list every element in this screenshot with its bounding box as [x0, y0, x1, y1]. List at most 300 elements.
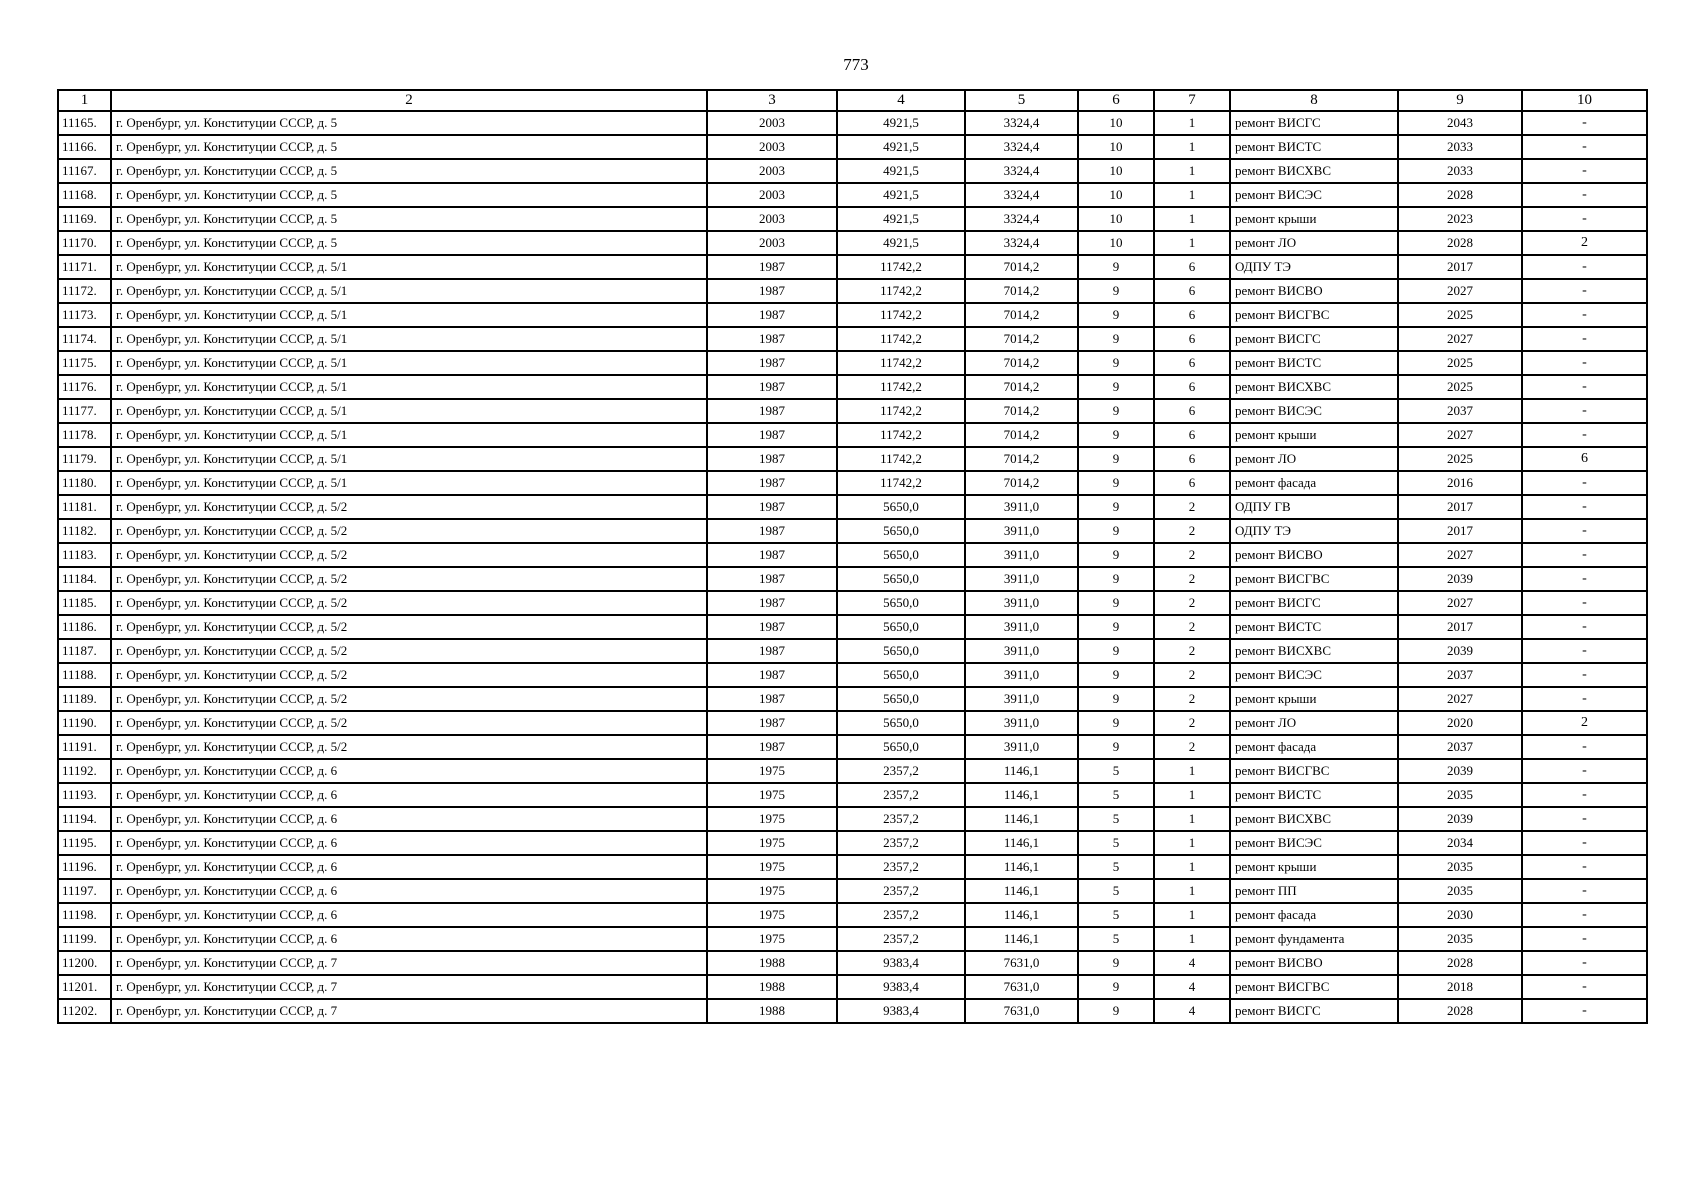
address: г. Оренбург, ул. Конституции СССР, д. 5/1: [111, 279, 707, 303]
table-row: [58, 519, 1647, 543]
living-area: 7631,0: [965, 975, 1078, 999]
address: г. Оренбург, ул. Конституции СССР, д. 6: [111, 807, 707, 831]
table-row: [58, 111, 1647, 135]
work-type: ремонт ЛО: [1230, 447, 1398, 471]
work-type: ОДПУ ГВ: [1230, 495, 1398, 519]
entrances: 6: [1154, 303, 1230, 327]
work-type: ремонт фундамента: [1230, 927, 1398, 951]
living-area: 3911,0: [965, 519, 1078, 543]
year-built: 2003: [707, 159, 837, 183]
planned-year: 2035: [1398, 855, 1522, 879]
year-built: 2003: [707, 231, 837, 255]
entrances: 2: [1154, 495, 1230, 519]
entrances: 2: [1154, 615, 1230, 639]
planned-year: 2018: [1398, 975, 1522, 999]
row-number: 11196.: [58, 855, 111, 879]
year-built: 1987: [707, 567, 837, 591]
table-row: [58, 807, 1647, 831]
planned-year: 2028: [1398, 999, 1522, 1023]
column-10-value: -: [1522, 903, 1647, 927]
floors: 5: [1078, 927, 1154, 951]
living-area: 1146,1: [965, 879, 1078, 903]
floors: 9: [1078, 279, 1154, 303]
work-type: ремонт ЛО: [1230, 711, 1398, 735]
total-area: 2357,2: [837, 783, 965, 807]
address: г. Оренбург, ул. Конституции СССР, д. 7: [111, 999, 707, 1023]
year-built: 1987: [707, 591, 837, 615]
planned-year: 2037: [1398, 663, 1522, 687]
row-number: 11199.: [58, 927, 111, 951]
living-area: 3324,4: [965, 135, 1078, 159]
work-type: ремонт ЛО: [1230, 231, 1398, 255]
row-number: 11180.: [58, 471, 111, 495]
planned-year: 2027: [1398, 687, 1522, 711]
column-10-value: 2: [1522, 231, 1647, 255]
address: г. Оренбург, ул. Конституции СССР, д. 6: [111, 783, 707, 807]
living-area: 3324,4: [965, 207, 1078, 231]
total-area: 11742,2: [837, 423, 965, 447]
floors: 9: [1078, 687, 1154, 711]
year-built: 1987: [707, 375, 837, 399]
column-10-value: -: [1522, 783, 1647, 807]
column-header: 9: [1398, 90, 1522, 111]
year-built: 1975: [707, 831, 837, 855]
planned-year: 2023: [1398, 207, 1522, 231]
row-number: 11177.: [58, 399, 111, 423]
table-row: [58, 567, 1647, 591]
column-10-value: -: [1522, 135, 1647, 159]
entrances: 1: [1154, 927, 1230, 951]
entrances: 1: [1154, 231, 1230, 255]
entrances: 2: [1154, 639, 1230, 663]
address: г. Оренбург, ул. Конституции СССР, д. 5/1: [111, 447, 707, 471]
planned-year: 2034: [1398, 831, 1522, 855]
year-built: 1987: [707, 351, 837, 375]
work-type: ремонт ВИСГВС: [1230, 975, 1398, 999]
total-area: 4921,5: [837, 231, 965, 255]
total-area: 2357,2: [837, 927, 965, 951]
column-10-value: -: [1522, 567, 1647, 591]
living-area: 3911,0: [965, 711, 1078, 735]
entrances: 2: [1154, 591, 1230, 615]
work-type: ремонт ВИСЭС: [1230, 183, 1398, 207]
entrances: 2: [1154, 735, 1230, 759]
year-built: 1988: [707, 999, 837, 1023]
floors: 9: [1078, 975, 1154, 999]
entrances: 1: [1154, 879, 1230, 903]
living-area: 3324,4: [965, 159, 1078, 183]
work-type: ремонт ВИСЭС: [1230, 831, 1398, 855]
page-number: 773: [843, 55, 869, 74]
living-area: 3324,4: [965, 231, 1078, 255]
year-built: 2003: [707, 183, 837, 207]
address: г. Оренбург, ул. Конституции СССР, д. 6: [111, 879, 707, 903]
work-type: ОДПУ ТЭ: [1230, 255, 1398, 279]
floors: 9: [1078, 711, 1154, 735]
year-built: 1987: [707, 639, 837, 663]
row-number: 11197.: [58, 879, 111, 903]
table-row: [58, 831, 1647, 855]
address: г. Оренбург, ул. Конституции СССР, д. 6: [111, 759, 707, 783]
living-area: 3911,0: [965, 591, 1078, 615]
total-area: 4921,5: [837, 159, 965, 183]
table-row: [58, 639, 1647, 663]
address: г. Оренбург, ул. Конституции СССР, д. 6: [111, 903, 707, 927]
column-10-value: -: [1522, 807, 1647, 831]
total-area: 5650,0: [837, 639, 965, 663]
address: г. Оренбург, ул. Конституции СССР, д. 5/1: [111, 375, 707, 399]
column-header: 1: [58, 90, 111, 111]
column-10-value: -: [1522, 183, 1647, 207]
column-header: 7: [1154, 90, 1230, 111]
column-10-value: -: [1522, 951, 1647, 975]
living-area: 7014,2: [965, 279, 1078, 303]
address: г. Оренбург, ул. Конституции СССР, д. 5/2: [111, 615, 707, 639]
total-area: 2357,2: [837, 879, 965, 903]
year-built: 2003: [707, 135, 837, 159]
total-area: 11742,2: [837, 327, 965, 351]
total-area: 5650,0: [837, 687, 965, 711]
planned-year: 2039: [1398, 807, 1522, 831]
column-10-value: -: [1522, 879, 1647, 903]
entrances: 6: [1154, 423, 1230, 447]
column-10-value: -: [1522, 327, 1647, 351]
table-row: [58, 711, 1647, 735]
address: г. Оренбург, ул. Конституции СССР, д. 7: [111, 951, 707, 975]
planned-year: 2017: [1398, 255, 1522, 279]
planned-year: 2027: [1398, 543, 1522, 567]
work-type: ремонт фасада: [1230, 735, 1398, 759]
table-row: [58, 303, 1647, 327]
table-row: [58, 663, 1647, 687]
entrances: 4: [1154, 999, 1230, 1023]
address: г. Оренбург, ул. Конституции СССР, д. 5/2: [111, 663, 707, 687]
column-10-value: -: [1522, 471, 1647, 495]
entrances: 1: [1154, 759, 1230, 783]
address: г. Оренбург, ул. Конституции СССР, д. 5/1: [111, 471, 707, 495]
column-10-value: 2: [1522, 711, 1647, 735]
living-area: 3911,0: [965, 687, 1078, 711]
planned-year: 2025: [1398, 375, 1522, 399]
floors: 9: [1078, 447, 1154, 471]
column-10-value: -: [1522, 663, 1647, 687]
living-area: 7014,2: [965, 471, 1078, 495]
total-area: 2357,2: [837, 807, 965, 831]
floors: 5: [1078, 759, 1154, 783]
total-area: 5650,0: [837, 663, 965, 687]
row-number: 11168.: [58, 183, 111, 207]
floors: 9: [1078, 327, 1154, 351]
year-built: 1987: [707, 423, 837, 447]
total-area: 5650,0: [837, 711, 965, 735]
column-10-value: -: [1522, 735, 1647, 759]
work-type: ремонт ВИСЭС: [1230, 399, 1398, 423]
column-10-value: -: [1522, 399, 1647, 423]
work-type: ремонт ВИСВО: [1230, 543, 1398, 567]
year-built: 1987: [707, 735, 837, 759]
living-area: 7014,2: [965, 399, 1078, 423]
row-number: 11170.: [58, 231, 111, 255]
table-row: [58, 255, 1647, 279]
column-10-value: -: [1522, 159, 1647, 183]
floors: 9: [1078, 663, 1154, 687]
column-header: 10: [1522, 90, 1647, 111]
floors: 9: [1078, 471, 1154, 495]
living-area: 7631,0: [965, 999, 1078, 1023]
address: г. Оренбург, ул. Конституции СССР, д. 5/2: [111, 495, 707, 519]
work-type: ремонт крыши: [1230, 207, 1398, 231]
table-row: [58, 975, 1647, 999]
table-row: [58, 543, 1647, 567]
total-area: 11742,2: [837, 447, 965, 471]
address: г. Оренбург, ул. Конституции СССР, д. 5/2: [111, 687, 707, 711]
entrances: 4: [1154, 975, 1230, 999]
planned-year: 2020: [1398, 711, 1522, 735]
row-number: 11167.: [58, 159, 111, 183]
entrances: 1: [1154, 807, 1230, 831]
column-10-value: -: [1522, 303, 1647, 327]
total-area: 9383,4: [837, 951, 965, 975]
address: г. Оренбург, ул. Конституции СССР, д. 5/1: [111, 423, 707, 447]
total-area: 4921,5: [837, 183, 965, 207]
planned-year: 2025: [1398, 447, 1522, 471]
table-row: [58, 903, 1647, 927]
year-built: 1987: [707, 399, 837, 423]
floors: 9: [1078, 519, 1154, 543]
living-area: 3911,0: [965, 735, 1078, 759]
table-row: [58, 375, 1647, 399]
entrances: 6: [1154, 375, 1230, 399]
row-number: 11171.: [58, 255, 111, 279]
work-type: ремонт ВИСГС: [1230, 591, 1398, 615]
entrances: 1: [1154, 783, 1230, 807]
planned-year: 2027: [1398, 327, 1522, 351]
address: г. Оренбург, ул. Конституции СССР, д. 5: [111, 183, 707, 207]
entrances: 6: [1154, 327, 1230, 351]
year-built: 1987: [707, 687, 837, 711]
address: г. Оренбург, ул. Конституции СССР, д. 5/2: [111, 735, 707, 759]
planned-year: 2028: [1398, 231, 1522, 255]
row-number: 11173.: [58, 303, 111, 327]
entrances: 1: [1154, 183, 1230, 207]
work-type: ремонт ВИСЭС: [1230, 663, 1398, 687]
entrances: 1: [1154, 111, 1230, 135]
row-number: 11186.: [58, 615, 111, 639]
column-header: 5: [965, 90, 1078, 111]
planned-year: 2027: [1398, 591, 1522, 615]
living-area: 1146,1: [965, 783, 1078, 807]
row-number: 11195.: [58, 831, 111, 855]
floors: 10: [1078, 183, 1154, 207]
planned-year: 2037: [1398, 735, 1522, 759]
work-type: ремонт ВИСГВС: [1230, 759, 1398, 783]
year-built: 1987: [707, 663, 837, 687]
column-10-value: -: [1522, 975, 1647, 999]
table-row: [58, 279, 1647, 303]
row-number: 11181.: [58, 495, 111, 519]
address: г. Оренбург, ул. Конституции СССР, д. 5/1: [111, 351, 707, 375]
column-10-value: -: [1522, 591, 1647, 615]
table-row: [58, 399, 1647, 423]
row-number: 11189.: [58, 687, 111, 711]
address: г. Оренбург, ул. Конституции СССР, д. 7: [111, 975, 707, 999]
column-10-value: -: [1522, 999, 1647, 1023]
entrances: 1: [1154, 207, 1230, 231]
row-number: 11172.: [58, 279, 111, 303]
floors: 9: [1078, 351, 1154, 375]
entrances: 1: [1154, 159, 1230, 183]
living-area: 7014,2: [965, 351, 1078, 375]
work-type: ремонт ВИСГС: [1230, 111, 1398, 135]
table-row: [58, 855, 1647, 879]
work-type: ремонт фасада: [1230, 471, 1398, 495]
floors: 9: [1078, 375, 1154, 399]
planned-year: 2035: [1398, 783, 1522, 807]
planned-year: 2025: [1398, 351, 1522, 375]
row-number: 11175.: [58, 351, 111, 375]
planned-year: 2017: [1398, 615, 1522, 639]
total-area: 5650,0: [837, 495, 965, 519]
row-number: 11202.: [58, 999, 111, 1023]
year-built: 1975: [707, 759, 837, 783]
address: г. Оренбург, ул. Конституции СССР, д. 5/2: [111, 567, 707, 591]
row-number: 11169.: [58, 207, 111, 231]
column-header: 6: [1078, 90, 1154, 111]
living-area: 7014,2: [965, 447, 1078, 471]
work-type: ремонт крыши: [1230, 687, 1398, 711]
year-built: 1975: [707, 855, 837, 879]
work-type: ремонт ВИСТС: [1230, 135, 1398, 159]
address: г. Оренбург, ул. Конституции СССР, д. 5/2: [111, 519, 707, 543]
address: г. Оренбург, ул. Конституции СССР, д. 6: [111, 855, 707, 879]
entrances: 2: [1154, 663, 1230, 687]
entrances: 6: [1154, 399, 1230, 423]
year-built: 1987: [707, 327, 837, 351]
row-number: 11192.: [58, 759, 111, 783]
work-type: ремонт ВИСХВС: [1230, 807, 1398, 831]
year-built: 1975: [707, 903, 837, 927]
work-type: ремонт ВИСГС: [1230, 327, 1398, 351]
living-area: 7014,2: [965, 255, 1078, 279]
column-10-value: -: [1522, 255, 1647, 279]
total-area: 5650,0: [837, 543, 965, 567]
floors: 9: [1078, 999, 1154, 1023]
living-area: 3911,0: [965, 615, 1078, 639]
entrances: 1: [1154, 135, 1230, 159]
living-area: 7014,2: [965, 375, 1078, 399]
address: г. Оренбург, ул. Конституции СССР, д. 5/2: [111, 543, 707, 567]
living-area: 3911,0: [965, 639, 1078, 663]
floors: 10: [1078, 231, 1154, 255]
address: г. Оренбург, ул. Конституции СССР, д. 5: [111, 231, 707, 255]
row-number: 11200.: [58, 951, 111, 975]
entrances: 6: [1154, 471, 1230, 495]
table-row: [58, 879, 1647, 903]
column-header: 3: [707, 90, 837, 111]
total-area: 5650,0: [837, 735, 965, 759]
work-type: ремонт ВИСВО: [1230, 951, 1398, 975]
row-number: 11174.: [58, 327, 111, 351]
year-built: 1988: [707, 951, 837, 975]
table-row: [58, 327, 1647, 351]
column-10-value: -: [1522, 831, 1647, 855]
total-area: 11742,2: [837, 303, 965, 327]
living-area: 1146,1: [965, 855, 1078, 879]
total-area: 11742,2: [837, 279, 965, 303]
total-area: 4921,5: [837, 135, 965, 159]
work-type: ремонт крыши: [1230, 855, 1398, 879]
table-row: [58, 951, 1647, 975]
living-area: 3911,0: [965, 543, 1078, 567]
year-built: 1987: [707, 519, 837, 543]
work-type: ремонт крыши: [1230, 423, 1398, 447]
planned-year: 2030: [1398, 903, 1522, 927]
floors: 9: [1078, 735, 1154, 759]
column-10-value: -: [1522, 423, 1647, 447]
table-row: [58, 591, 1647, 615]
living-area: 1146,1: [965, 927, 1078, 951]
entrances: 6: [1154, 279, 1230, 303]
table-row: [58, 135, 1647, 159]
living-area: 3911,0: [965, 495, 1078, 519]
row-number: 11176.: [58, 375, 111, 399]
floors: 9: [1078, 543, 1154, 567]
floors: 9: [1078, 591, 1154, 615]
row-number: 11166.: [58, 135, 111, 159]
planned-year: 2043: [1398, 111, 1522, 135]
table-row: [58, 471, 1647, 495]
row-number: 11187.: [58, 639, 111, 663]
address: г. Оренбург, ул. Конституции СССР, д. 5/1: [111, 303, 707, 327]
total-area: 5650,0: [837, 615, 965, 639]
table-row: [58, 495, 1647, 519]
year-built: 1975: [707, 879, 837, 903]
address: г. Оренбург, ул. Конституции СССР, д. 5: [111, 135, 707, 159]
living-area: 1146,1: [965, 759, 1078, 783]
work-type: ремонт ВИСХВС: [1230, 375, 1398, 399]
floors: 5: [1078, 831, 1154, 855]
address: г. Оренбург, ул. Конституции СССР, д. 6: [111, 831, 707, 855]
floors: 10: [1078, 207, 1154, 231]
year-built: 1987: [707, 279, 837, 303]
floors: 9: [1078, 951, 1154, 975]
year-built: 1975: [707, 783, 837, 807]
work-type: ремонт ПП: [1230, 879, 1398, 903]
column-10-value: -: [1522, 279, 1647, 303]
column-10-value: -: [1522, 111, 1647, 135]
planned-year: 2039: [1398, 639, 1522, 663]
row-number: 11188.: [58, 663, 111, 687]
column-header: 2: [111, 90, 707, 111]
row-number: 11165.: [58, 111, 111, 135]
row-number: 11198.: [58, 903, 111, 927]
planned-year: 2017: [1398, 495, 1522, 519]
address: г. Оренбург, ул. Конституции СССР, д. 5/1: [111, 255, 707, 279]
planned-year: 2027: [1398, 279, 1522, 303]
entrances: 1: [1154, 903, 1230, 927]
planned-year: 2033: [1398, 135, 1522, 159]
entrances: 2: [1154, 567, 1230, 591]
address: г. Оренбург, ул. Конституции СССР, д. 5/2: [111, 591, 707, 615]
column-10-value: -: [1522, 927, 1647, 951]
column-10-value: -: [1522, 495, 1647, 519]
row-number: 11179.: [58, 447, 111, 471]
year-built: 1988: [707, 975, 837, 999]
work-type: ОДПУ ТЭ: [1230, 519, 1398, 543]
address: г. Оренбург, ул. Конституции СССР, д. 5: [111, 207, 707, 231]
total-area: 11742,2: [837, 375, 965, 399]
total-area: 2357,2: [837, 831, 965, 855]
